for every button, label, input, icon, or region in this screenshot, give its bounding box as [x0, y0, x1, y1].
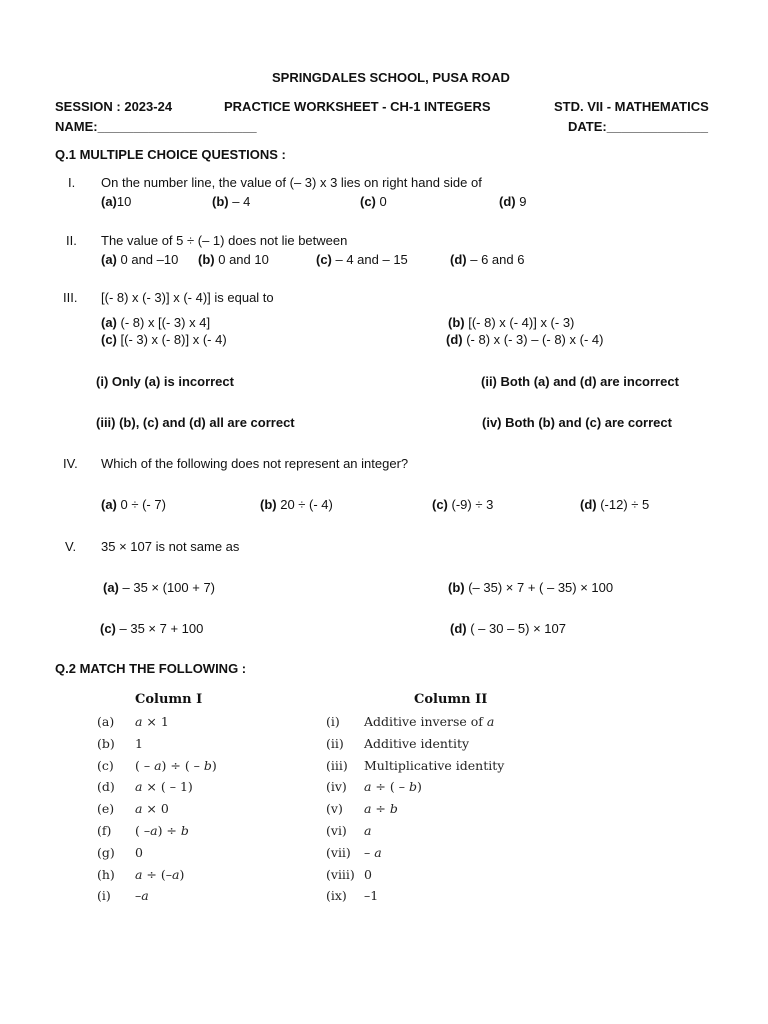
column-1-label: (e) — [97, 801, 115, 817]
option: (b) [(- 8) x (- 4)] x (- 3) — [448, 315, 575, 330]
question-text: Which of the following does not represent an integer? — [101, 456, 409, 471]
question-text: The value of 5 ÷ (– 1) does not lie between — [101, 233, 348, 248]
column-1-label: (a) — [97, 714, 115, 729]
column-1-expr: 0 — [135, 844, 143, 860]
column-1-label: (g) — [97, 844, 115, 860]
answer-choice: (iv) Both (b) and (c) are correct — [482, 415, 672, 430]
column-2-expr: 0 — [364, 866, 372, 882]
column-2-label: (vi) — [326, 823, 347, 838]
column-2-title: Column II — [414, 692, 488, 707]
question-number: V. — [65, 539, 77, 554]
column-1-expr: 1 — [135, 735, 143, 751]
question-number: II. — [66, 233, 77, 248]
column-1-expr: a × 0 — [135, 801, 169, 817]
column-2-expr: – a — [364, 844, 382, 860]
q1-heading: Q.1 MULTIPLE CHOICE QUESTIONS : — [55, 147, 286, 162]
column-1-expr: ( – a) ÷ ( – b) — [135, 757, 217, 773]
option: (a)10 — [101, 194, 132, 209]
option: (b) 20 ÷ (- 4) — [260, 497, 333, 512]
worksheet-title: PRACTICE WORKSHEET - CH-1 INTEGERS — [224, 99, 491, 114]
option: (c) (-9) ÷ 3 — [432, 497, 494, 512]
option: (c) – 4 and – 15 — [316, 252, 408, 267]
column-2-label: (iii) — [326, 757, 348, 773]
column-2-expr: a — [364, 823, 372, 838]
column-2-label: (iv) — [326, 779, 347, 795]
school-name: SPRINGDALES SCHOOL, PUSA ROAD — [272, 70, 510, 85]
column-1-label: (i) — [97, 888, 111, 904]
column-1-expr: ( –a) ÷ b — [135, 823, 189, 838]
question-text: [(- 8) x (- 3)] x (- 4)] is equal to — [101, 290, 274, 305]
column-1-label: (h) — [97, 866, 115, 882]
option: (d) (- 8) x (- 3) – (- 8) x (- 4) — [446, 332, 604, 347]
column-1-label: (f) — [97, 823, 112, 838]
question-number: IV. — [63, 456, 78, 471]
column-2-expr: a ÷ b — [364, 801, 398, 817]
column-1-expr: a × 1 — [135, 714, 169, 729]
question-text: 35 × 107 is not same as — [101, 539, 240, 554]
q2-heading: Q.2 MATCH THE FOLLOWING : — [55, 661, 247, 676]
option: (a) – 35 × (100 + 7) — [103, 580, 216, 595]
column-1-expr: a ÷ (–a) — [135, 866, 185, 882]
question-number: III. — [63, 290, 78, 305]
option: (d) 9 — [499, 194, 527, 209]
option: (a) 0 ÷ (- 7) — [101, 497, 166, 512]
option: (a) (- 8) x [(- 3) x 4] — [101, 315, 211, 330]
column-1-expr: a × ( – 1) — [135, 779, 193, 795]
answer-choice: (ii) Both (a) and (d) are incorrect — [481, 374, 679, 389]
column-1-label: (d) — [97, 779, 115, 795]
column-2-expr: Multiplicative identity — [364, 757, 505, 773]
question-number: I. — [68, 175, 76, 190]
column-1-title: Column I — [135, 692, 203, 707]
column-2-label: (vii) — [326, 844, 351, 860]
option: (d) ( – 30 – 5) × 107 — [450, 621, 566, 636]
option: (d) (-12) ÷ 5 — [580, 497, 650, 512]
option: (b) (– 35) × 7 + ( – 35) × 100 — [448, 580, 614, 595]
column-1-expr: –a — [135, 888, 149, 904]
date-field: DATE:______________ — [568, 119, 708, 134]
option: (c) – 35 × 7 + 100 — [100, 621, 204, 636]
option: (b) 0 and 10 — [198, 252, 269, 267]
column-2-label: (v) — [326, 801, 343, 817]
column-2-label: (ii) — [326, 735, 344, 751]
answer-choice: (iii) (b), (c) and (d) all are correct — [96, 415, 295, 430]
option: (a) 0 and –10 — [101, 252, 179, 267]
option: (b) – 4 — [212, 194, 251, 209]
column-2-label: (ix) — [326, 888, 347, 904]
session-label: SESSION : 2023-24 — [55, 99, 173, 114]
name-field: NAME:______________________ — [55, 119, 257, 134]
question-text: On the number line, the value of (– 3) x 3 lies on right hand side of — [101, 175, 482, 190]
column-1-label: (b) — [97, 735, 115, 751]
std-label: STD. VII - MATHEMATICS — [554, 99, 709, 114]
option: (d) – 6 and 6 — [450, 252, 525, 267]
column-2-label: (i) — [326, 714, 340, 729]
option: (c) 0 — [360, 194, 387, 209]
option: (c) [(- 3) x (- 8)] x (- 4) — [101, 332, 227, 347]
answer-choice: (i) Only (a) is incorrect — [96, 374, 234, 389]
column-2-expr: a ÷ ( – b) — [364, 779, 422, 795]
column-2-expr: Additive inverse of a — [364, 714, 495, 729]
column-2-expr: Additive identity — [364, 735, 470, 751]
column-2-expr: –1 — [364, 888, 379, 904]
column-1-label: (c) — [97, 757, 114, 773]
column-2-label: (viii) — [326, 866, 355, 882]
